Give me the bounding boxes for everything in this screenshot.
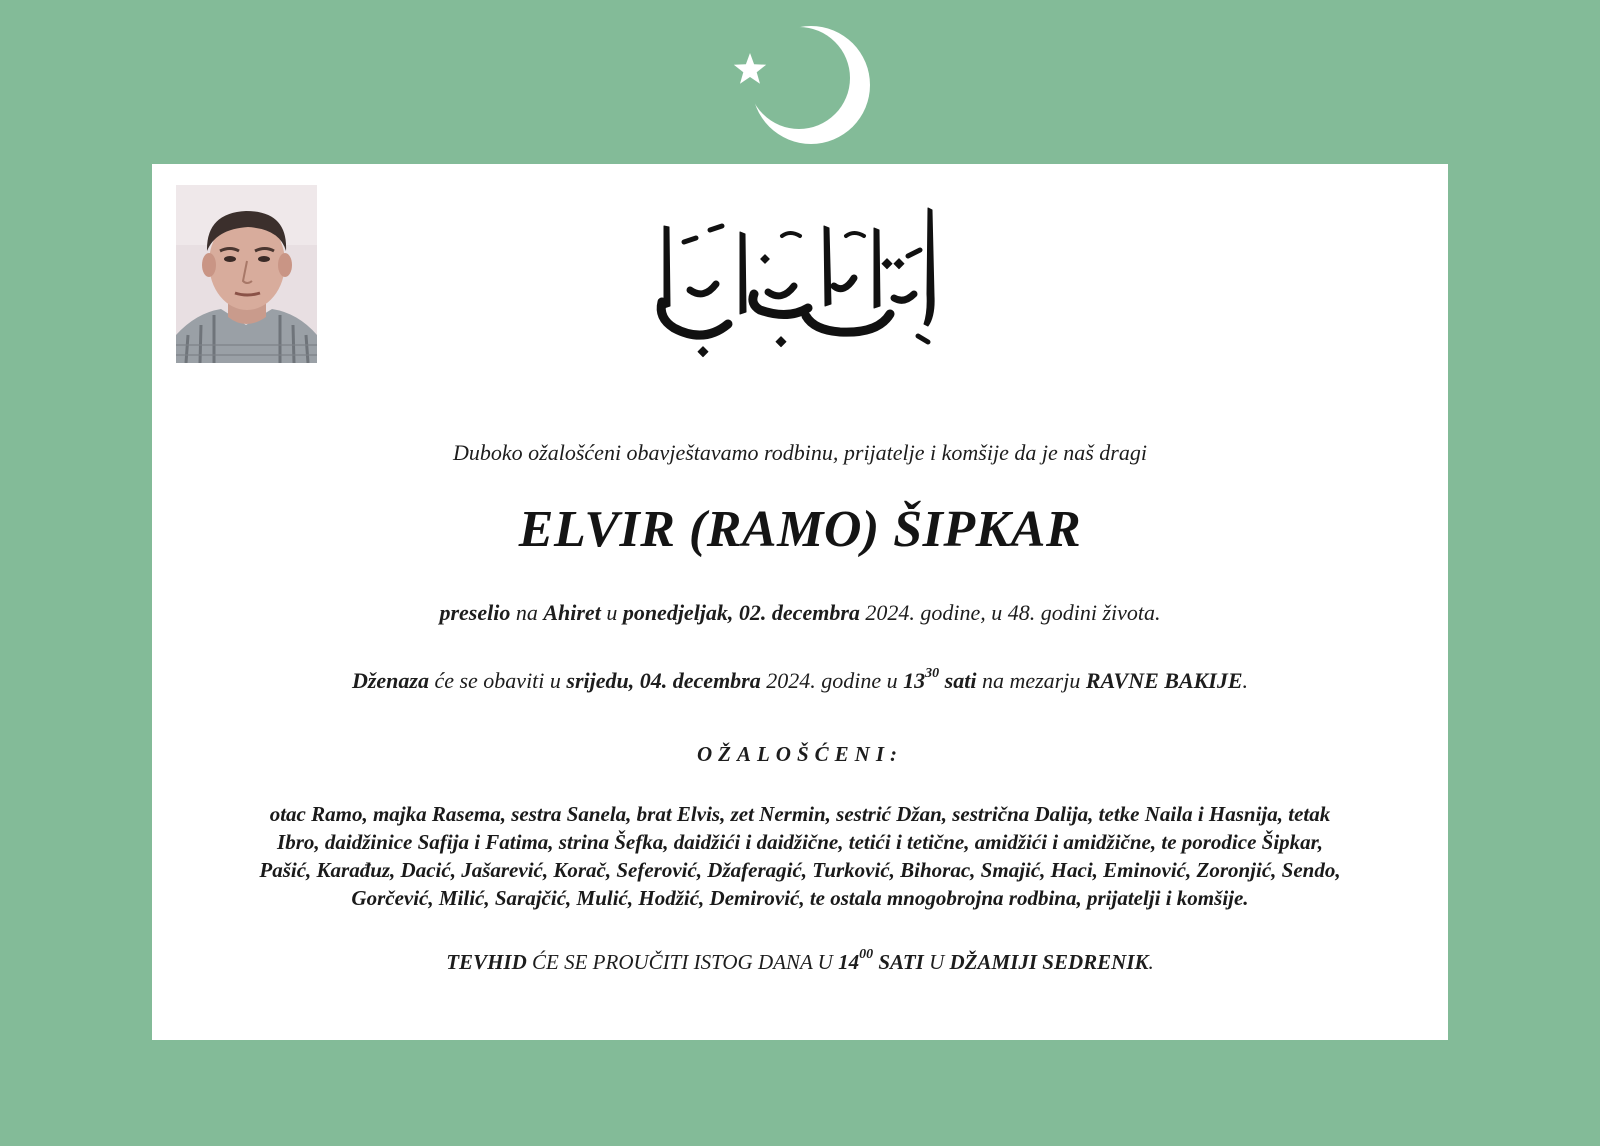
tevhid-line: [152, 947, 1448, 975]
mourners-line: Ibro, daidžinice Safija i Fatima, strina Šefka, daidžići i daidžične, tetići i tetične, amidžići i amidžične, te porodice Šipkar,: [277, 830, 1323, 854]
funeral-minutes: 30: [925, 665, 940, 681]
burial-text-3: na mezarju: [976, 668, 1086, 693]
mourners-line: Pašić, Karađuz, Dacić, Jašarević, Korač, Seferović, Džaferagić, Turković, Bihorac, Smajić, Haci, Eminović, Zoronjić, Sendo,: [259, 858, 1341, 882]
burial-text-4: .: [1242, 668, 1249, 693]
dzenaza-word: Dženaza: [351, 668, 429, 693]
mourners-list: [182, 800, 1418, 912]
burial-text-2: 2024. godine u: [760, 668, 904, 693]
mourners-heading: OŽALOŠĆENI:: [696, 742, 904, 766]
sati-word: sati: [944, 668, 977, 693]
tevhid-word: TEVHID: [446, 950, 527, 974]
funeral-date: srijedu, 04. decembra: [566, 668, 761, 693]
crescent-and-star-icon: [730, 20, 870, 150]
burial-text-1: će se obaviti u: [428, 668, 567, 693]
tevhid-text-1: ĆE SE PROUČITI ISTOG DANA U: [526, 950, 839, 974]
portrait-photo: [176, 185, 317, 363]
tevhid-text-2: U: [923, 950, 950, 974]
death-date-line: [152, 600, 1448, 626]
tevhid-minutes: 00: [859, 947, 874, 962]
intro-text: Duboko ožalošćeni obavještavamo rodbinu, prijatelje i komšije da je naš dragi: [453, 440, 1147, 465]
died-text-3: 2024. godine, u 48. godini života.: [859, 600, 1161, 625]
mourners-line: otac Ramo, majka Rasema, sestra Sanela, brat Elvis, zet Nermin, sestrić Džan, sestrična Dalija, tetke Naila i Hasnija, tetak: [269, 802, 1331, 826]
died-word: preselio: [439, 600, 511, 625]
tevhid-text-3: .: [1148, 950, 1154, 974]
obituary-card: [152, 164, 1448, 1040]
tevhid-sati-word: SATI: [878, 950, 924, 974]
ahiret-word: Ahiret: [543, 600, 601, 625]
funeral-hour: 13: [903, 668, 926, 693]
death-date: ponedjeljak, 02. decembra: [622, 600, 860, 625]
tevhid-hour: 14: [838, 950, 860, 974]
deceased-name: ELVIR (RAMO) ŠIPKAR: [518, 501, 1082, 558]
mourners-line: Gorčević, Milić, Sarajčić, Mulić, Hodžić, Demirović, te ostala mnogobrojna rodbina, prijatelji i komšije.: [351, 886, 1249, 910]
funeral-line: [152, 665, 1448, 694]
arabic-calligraphy: [628, 186, 968, 361]
mosque-name: DŽAMIJI SEDRENIK: [949, 950, 1149, 974]
died-text-1: na: [510, 600, 544, 625]
cemetery-name: RAVNE BAKIJE: [1085, 668, 1243, 693]
died-text-2: u: [600, 600, 623, 625]
